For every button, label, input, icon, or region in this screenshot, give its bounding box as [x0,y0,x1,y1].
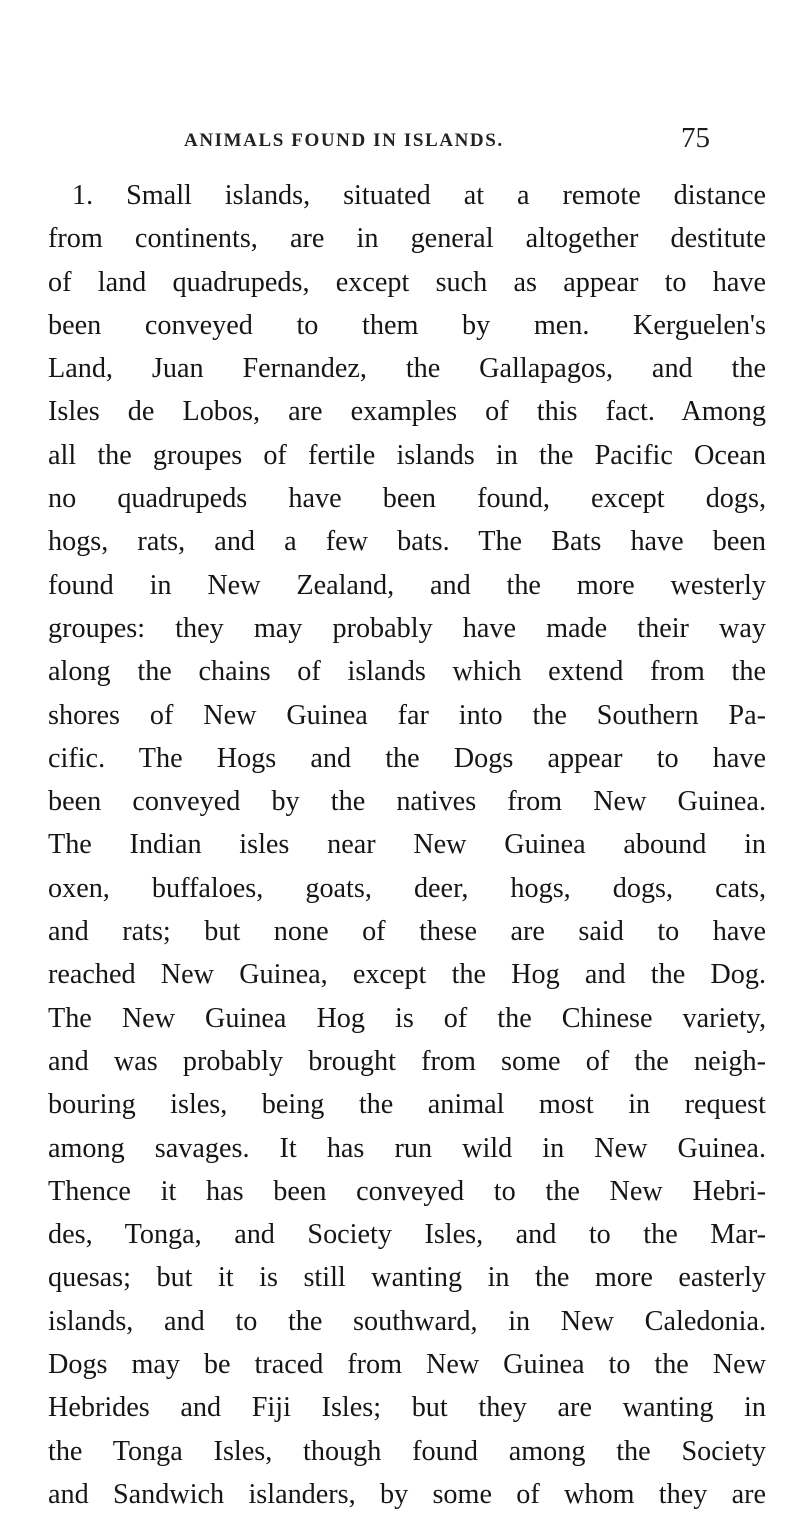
text-line: among savages. It has run wild in New Guinea. [48,1132,766,1164]
text-line: the Tonga Isles, though found among the Society [48,1435,766,1467]
body-paragraph [48,174,766,1516]
running-head: ANIMALS FOUND IN ISLANDS. [184,130,504,151]
text-line: all the groupes of fertile islands in the Pacific Ocean [48,439,766,471]
text-line: from continents, are in general altogether destitute [48,223,766,255]
text-line: Land, Juan Fernandez, the Gallapagos, and the [48,353,766,385]
text-line: quesas; but it is still wanting in the more easterly [48,1262,766,1294]
text-line: Dogs may be traced from New Guinea to the New [48,1349,766,1381]
text-line: and was probably brought from some of the neigh- [48,1045,766,1077]
text-line: along the chains of islands which extend from the [48,656,766,688]
text-line: oxen, buffaloes, goats, deer, hogs, dogs, cats, [48,872,766,904]
text-line: found in New Zealand, and the more westerly [48,569,766,601]
text-line: reached New Guinea, except the Hog and the Dog. [48,959,766,991]
text-line: islands, and to the southward, in New Caledonia. [48,1305,766,1337]
text-line: and Sandwich islanders, by some of whom they are [48,1478,766,1510]
text-line: bouring isles, being the animal most in request [48,1089,766,1121]
text-line: no quadrupeds have been found, except dogs, [48,483,766,515]
text-line: Hebrides and Fiji Isles; but they are wanting in [48,1392,766,1424]
text-line: The New Guinea Hog is of the Chinese variety, [48,1002,766,1034]
text-line: been conveyed to them by men. Kerguelen's [48,309,766,341]
text-line: and rats; but none of these are said to have [48,916,766,948]
text-line: groupes: they may probably have made their way [48,612,766,644]
text-line: The Indian isles near New Guinea abound in [48,829,766,861]
page-number: 75 [681,122,710,154]
text-line: cific. The Hogs and the Dogs appear to have [48,742,766,774]
text-line: Thence it has been conveyed to the New Hebri- [48,1175,766,1207]
text-line: shores of New Guinea far into the Southern Pa- [48,699,766,731]
page-header [0,122,800,162]
text-line: hogs, rats, and a few bats. The Bats have been [48,526,766,558]
text-line: of land quadrupeds, except such as appear to have [48,266,766,298]
text-line: 1. Small islands, situated at a remote distance [72,180,766,211]
text-line: Isles de Lobos, are examples of this fact. Among [48,396,766,428]
text-line: been conveyed by the natives from New Guinea. [48,786,766,818]
text-line: des, Tonga, and Society Isles, and to the Mar- [48,1219,766,1251]
